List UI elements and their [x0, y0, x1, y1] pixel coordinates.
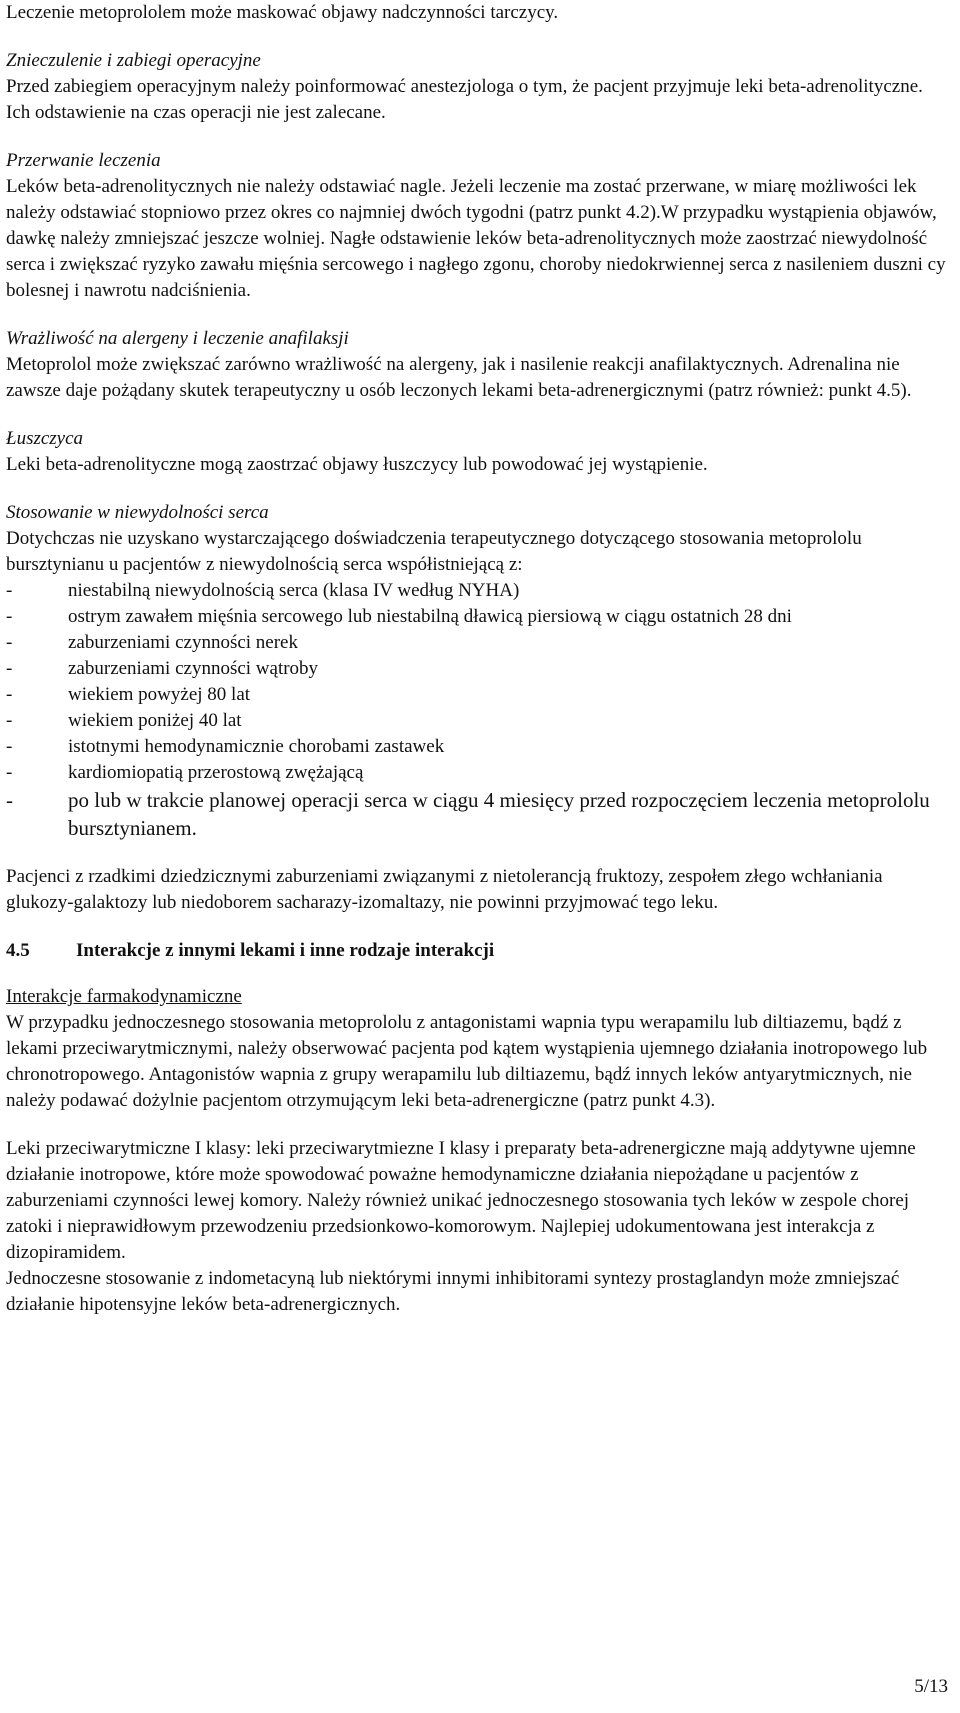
paragraph-calcium-antagonists: W przypadku jednoczesnego stosowania metoprololu z antagonistami wapnia typu werapamilu lub diltiazemu, bądź z lekami przeciwarytmicznymi, należy obserwować pacjenta pod kątem wystąpienia ujemnego działania inotropowego lub chronotropowego. Antagonistów wapnia z grupy werapamilu lub diltiazemu, bądź innych leków antyarytmicznych, nie należy podawać dożylnie pacjentom otrzymującym leki beta-adrenergiczne (patrz punkt 4.3). — [6, 1012, 928, 1111]
section-title: Interakcje z innymi lekami i inne rodzaje interakcji — [76, 940, 495, 961]
paragraph-anesthesia: Przed zabiegiem operacyjnym należy poinformować anestezjologa o tym, że pacjent przyjmuje leki beta-adrenolityczne. Ich odstawienie na czas operacji nie jest zalecane. — [6, 76, 923, 123]
paragraph-discontinuation: Leków beta-adrenolitycznych nie należy odstawiać nagle. Jeżeli leczenie ma zostać przerwane, w miarę możliwości lek należy odstawiać stopniowo przez okres co najmniej dwóch tygodni (patrz punkt 4.2).W przypadku wystąpienia objawów, dawkę należy zmniejszać jeszcze wolniej. Nagłe odstawienie leków beta-adrenolitycznych może zaostrzać niewydolność serca i zwiększać ryzyko zawału mięśnia sercowego i nagłego zgonu, choroby niedokrwiennej serca z nasileniem duszni cy bolesnej i nawrotu nadciśnienia. — [6, 176, 946, 301]
paragraph-antiarrhythmics: Leki przeciwarytmiczne I klasy: leki przeciwarytmiezne I klasy i preparaty beta-adrenergiczne mają addytywne ujemne działanie inotropowe, które może spowodować poważne hemodynamiczne działania niepożądane u pacjentów z zaburzeniami czynności lewej komory. Należy również unikać jednoczesnego stosowania tych leków w zespole chorej zatoki i nieprawidłowym przewodzeniu przedsionkowo-komorowym. Najlepiej udokumentowana jest interakcja z dizopiramidem. — [6, 1138, 916, 1263]
page-number: 5/13 — [914, 1676, 948, 1697]
list-item: - zaburzeniami czynności wątroby — [6, 656, 946, 682]
list-item: - niestabilną niewydolnością serca (klasa IV według NYHA) — [6, 578, 946, 604]
list-item: - wiekiem powyżej 80 lat — [6, 682, 946, 708]
heading-psoriasis: Łuszczyca — [6, 428, 84, 449]
paragraph-indomethacin: Jednoczesne stosowanie z indometacyną lub niektórymi innymi inhibitorami syntezy prostaglandyn może zmniejszać działanie hipotensyjne leków beta-adrenergicznych. — [6, 1268, 900, 1315]
section-heading-4-5 — [6, 938, 946, 964]
heart-failure-list — [6, 578, 946, 842]
paragraph-heart-failure: Dotychczas nie uzyskano wystarczającego doświadczenia terapeutycznego dotyczącego stosowania metoprololu bursztynianu u pacjentów z niewydolnością serca współistniejącą z: — [6, 528, 862, 575]
paragraph-psoriasis: Leki beta-adrenolityczne mogą zaostrzać objawy łuszczycy lub powodować jej wystąpienie. — [6, 454, 708, 475]
heading-allergy: Wrażliwość na alergeny i leczenie anafilaksji — [6, 328, 349, 349]
section-number: 4.5 — [6, 940, 30, 961]
heading-discontinuation: Przerwanie leczenia — [6, 150, 161, 171]
intro-text: Leczenie metoprololem może maskować objawy nadczynności tarczycy. — [6, 2, 559, 23]
list-item: - kardiomiopatią przerostową zwężającą — [6, 760, 946, 786]
paragraph-lactose: Pacjenci z rzadkimi dziedzicznymi zaburzeniami związanymi z nietolerancją fruktozy, zespołem złego wchłaniania glukozy-galaktozy lub niedoborem sacharazy-izomaltazy, nie powinni przyjmować tego leku. — [6, 866, 883, 913]
list-item: - ostrym zawałem mięśnia sercowego lub niestabilną dławicą piersiową w ciągu ostatnich 28 dni — [6, 604, 946, 630]
subheading-pharmacodynamic: Interakcje farmakodynamiczne — [6, 986, 242, 1007]
document-page — [6, 0, 946, 1318]
list-item: - istotnymi hemodynamicznie chorobami zastawek — [6, 734, 946, 760]
list-item: - zaburzeniami czynności nerek — [6, 630, 946, 656]
list-item: - po lub w trakcie planowej operacji serca w ciągu 4 miesięcy przed rozpoczęciem leczenia metoprololu bursztynianem. — [6, 786, 946, 842]
heading-heart-failure: Stosowanie w niewydolności serca — [6, 502, 269, 523]
paragraph-allergy: Metoprolol może zwiększać zarówno wrażliwość na alergeny, jak i nasilenie reakcji anafilaktycznych. Adrenalina nie zawsze daje pożądany skutek terapeutyczny u osób leczonych lekami beta-adrenergicznymi (patrz również: punkt 4.5). — [6, 354, 912, 401]
heading-anesthesia: Znieczulenie i zabiegi operacyjne — [6, 50, 261, 71]
list-item: - wiekiem poniżej 40 lat — [6, 708, 946, 734]
